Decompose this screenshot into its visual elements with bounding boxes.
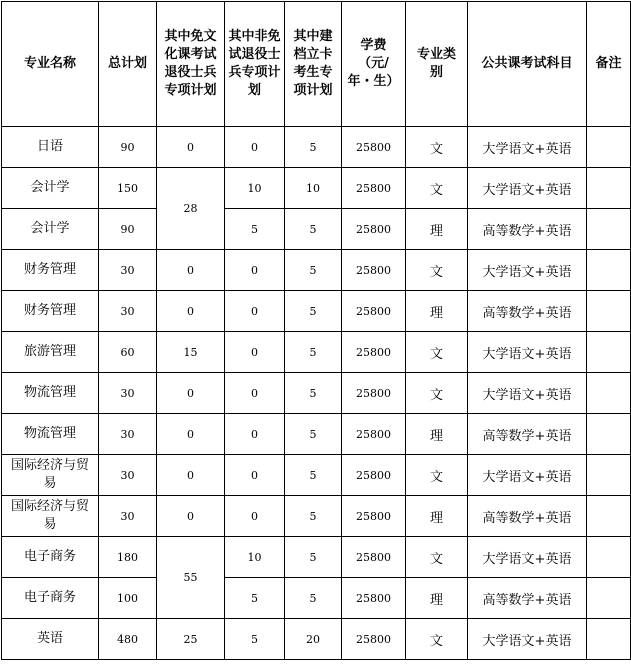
cell-major: 电子商务 bbox=[2, 578, 99, 619]
cell-category: 文 bbox=[406, 537, 468, 578]
header-poverty-quota: 其中建档立卡考生专项计划 bbox=[285, 2, 342, 127]
cell-poverty: 5 bbox=[285, 414, 342, 455]
cell-fee: 25800 bbox=[342, 496, 406, 537]
cell-notes bbox=[587, 455, 631, 496]
cell-nonexempt: 10 bbox=[225, 537, 285, 578]
cell-poverty: 10 bbox=[285, 168, 342, 209]
cell-total: 60 bbox=[99, 332, 157, 373]
cell-exempt: 0 bbox=[157, 291, 225, 332]
cell-exempt: 0 bbox=[157, 496, 225, 537]
cell-major: 英语 bbox=[2, 619, 99, 660]
cell-poverty: 5 bbox=[285, 291, 342, 332]
cell-total: 90 bbox=[99, 209, 157, 250]
header-subjects: 公共课考试科目 bbox=[468, 2, 587, 127]
cell-exempt: 0 bbox=[157, 373, 225, 414]
cell-fee: 25800 bbox=[342, 127, 406, 168]
cell-poverty: 5 bbox=[285, 373, 342, 414]
cell-major: 财务管理 bbox=[2, 250, 99, 291]
cell-total: 180 bbox=[99, 537, 157, 578]
cell-major: 物流管理 bbox=[2, 414, 99, 455]
table-row bbox=[2, 373, 631, 414]
cell-total: 150 bbox=[99, 168, 157, 209]
header-exempt-veterans: 其中免文化课考试退役士兵专项计划 bbox=[157, 2, 225, 127]
cell-poverty: 20 bbox=[285, 619, 342, 660]
cell-nonexempt: 0 bbox=[225, 373, 285, 414]
table-row bbox=[2, 332, 631, 373]
cell-category: 理 bbox=[406, 414, 468, 455]
cell-exempt: 28 bbox=[157, 168, 225, 250]
header-row bbox=[2, 2, 631, 127]
cell-total: 480 bbox=[99, 619, 157, 660]
cell-subjects: 大学语文+英语 bbox=[468, 455, 587, 496]
cell-total: 30 bbox=[99, 250, 157, 291]
cell-subjects: 大学语文+英语 bbox=[468, 250, 587, 291]
header-total: 总计划 bbox=[99, 2, 157, 127]
cell-major: 日语 bbox=[2, 127, 99, 168]
table-row bbox=[2, 455, 631, 496]
table-row bbox=[2, 619, 631, 660]
cell-major: 旅游管理 bbox=[2, 332, 99, 373]
table-row bbox=[2, 168, 631, 209]
cell-nonexempt: 5 bbox=[225, 209, 285, 250]
cell-poverty: 5 bbox=[285, 537, 342, 578]
cell-fee: 25800 bbox=[342, 291, 406, 332]
cell-notes bbox=[587, 168, 631, 209]
cell-total: 30 bbox=[99, 455, 157, 496]
cell-exempt: 25 bbox=[157, 619, 225, 660]
cell-major: 财务管理 bbox=[2, 291, 99, 332]
cell-poverty: 5 bbox=[285, 455, 342, 496]
cell-nonexempt: 0 bbox=[225, 496, 285, 537]
cell-total: 30 bbox=[99, 496, 157, 537]
header-nonexempt-veterans: 其中非免试退役士兵专项计划 bbox=[225, 2, 285, 127]
cell-fee: 25800 bbox=[342, 414, 406, 455]
cell-category: 理 bbox=[406, 496, 468, 537]
header-tuition-line3: 年・生） bbox=[347, 74, 400, 89]
cell-exempt: 0 bbox=[157, 414, 225, 455]
cell-nonexempt: 0 bbox=[225, 414, 285, 455]
cell-subjects: 高等数学+英语 bbox=[468, 414, 587, 455]
cell-total: 100 bbox=[99, 578, 157, 619]
cell-exempt: 55 bbox=[157, 537, 225, 619]
cell-notes bbox=[587, 537, 631, 578]
cell-major: 物流管理 bbox=[2, 373, 99, 414]
table-row bbox=[2, 578, 631, 619]
cell-nonexempt: 10 bbox=[225, 168, 285, 209]
cell-nonexempt: 5 bbox=[225, 578, 285, 619]
cell-subjects: 高等数学+英语 bbox=[468, 291, 587, 332]
cell-category: 文 bbox=[406, 250, 468, 291]
cell-notes bbox=[587, 373, 631, 414]
cell-notes bbox=[587, 209, 631, 250]
cell-subjects: 大学语文+英语 bbox=[468, 537, 587, 578]
cell-poverty: 5 bbox=[285, 250, 342, 291]
cell-poverty: 5 bbox=[285, 496, 342, 537]
cell-subjects: 大学语文+英语 bbox=[468, 168, 587, 209]
cell-category: 文 bbox=[406, 619, 468, 660]
table-row bbox=[2, 209, 631, 250]
cell-category: 文 bbox=[406, 127, 468, 168]
cell-major: 电子商务 bbox=[2, 537, 99, 578]
cell-notes bbox=[587, 619, 631, 660]
cell-notes bbox=[587, 414, 631, 455]
table-row bbox=[2, 127, 631, 168]
cell-subjects: 高等数学+英语 bbox=[468, 578, 587, 619]
cell-fee: 25800 bbox=[342, 537, 406, 578]
cell-exempt: 15 bbox=[157, 332, 225, 373]
cell-subjects: 大学语文+英语 bbox=[468, 373, 587, 414]
table-row bbox=[2, 496, 631, 537]
cell-subjects: 高等数学+英语 bbox=[468, 496, 587, 537]
cell-poverty: 5 bbox=[285, 578, 342, 619]
cell-exempt: 0 bbox=[157, 127, 225, 168]
cell-fee: 25800 bbox=[342, 250, 406, 291]
cell-subjects: 高等数学+英语 bbox=[468, 209, 587, 250]
cell-poverty: 5 bbox=[285, 127, 342, 168]
cell-total: 90 bbox=[99, 127, 157, 168]
cell-notes bbox=[587, 127, 631, 168]
cell-poverty: 5 bbox=[285, 332, 342, 373]
header-tuition bbox=[342, 2, 406, 127]
table-row bbox=[2, 414, 631, 455]
cell-category: 文 bbox=[406, 332, 468, 373]
cell-major: 国际经济与贸易 bbox=[2, 455, 99, 496]
cell-category: 文 bbox=[406, 455, 468, 496]
header-tuition-line1: 学费 bbox=[360, 38, 387, 53]
cell-major: 会计学 bbox=[2, 209, 99, 250]
header-notes: 备注 bbox=[587, 2, 631, 127]
cell-fee: 25800 bbox=[342, 578, 406, 619]
cell-major: 国际经济与贸易 bbox=[2, 496, 99, 537]
cell-exempt: 0 bbox=[157, 455, 225, 496]
cell-notes bbox=[587, 578, 631, 619]
table-row bbox=[2, 291, 631, 332]
table-row bbox=[2, 537, 631, 578]
cell-nonexempt: 0 bbox=[225, 455, 285, 496]
cell-notes bbox=[587, 250, 631, 291]
cell-total: 30 bbox=[99, 373, 157, 414]
cell-nonexempt: 5 bbox=[225, 619, 285, 660]
cell-nonexempt: 0 bbox=[225, 291, 285, 332]
cell-notes bbox=[587, 332, 631, 373]
cell-category: 文 bbox=[406, 373, 468, 414]
cell-category: 理 bbox=[406, 291, 468, 332]
cell-fee: 25800 bbox=[342, 373, 406, 414]
enrollment-plan-table bbox=[1, 1, 631, 660]
cell-category: 文 bbox=[406, 168, 468, 209]
cell-fee: 25800 bbox=[342, 455, 406, 496]
cell-subjects: 大学语文+英语 bbox=[468, 332, 587, 373]
cell-nonexempt: 0 bbox=[225, 250, 285, 291]
cell-subjects: 大学语文+英语 bbox=[468, 619, 587, 660]
cell-nonexempt: 0 bbox=[225, 127, 285, 168]
cell-major: 会计学 bbox=[2, 168, 99, 209]
header-category: 专业类别 bbox=[406, 2, 468, 127]
cell-total: 30 bbox=[99, 414, 157, 455]
cell-poverty: 5 bbox=[285, 209, 342, 250]
cell-fee: 25800 bbox=[342, 209, 406, 250]
cell-exempt: 0 bbox=[157, 250, 225, 291]
header-major: 专业名称 bbox=[2, 2, 99, 127]
cell-fee: 25800 bbox=[342, 332, 406, 373]
cell-total: 30 bbox=[99, 291, 157, 332]
cell-category: 理 bbox=[406, 209, 468, 250]
table-row bbox=[2, 250, 631, 291]
cell-nonexempt: 0 bbox=[225, 332, 285, 373]
header-tuition-line2: （元/ bbox=[358, 56, 389, 71]
cell-fee: 25800 bbox=[342, 168, 406, 209]
cell-notes bbox=[587, 291, 631, 332]
cell-category: 理 bbox=[406, 578, 468, 619]
cell-subjects: 大学语文+英语 bbox=[468, 127, 587, 168]
cell-fee: 25800 bbox=[342, 619, 406, 660]
cell-notes bbox=[587, 496, 631, 537]
